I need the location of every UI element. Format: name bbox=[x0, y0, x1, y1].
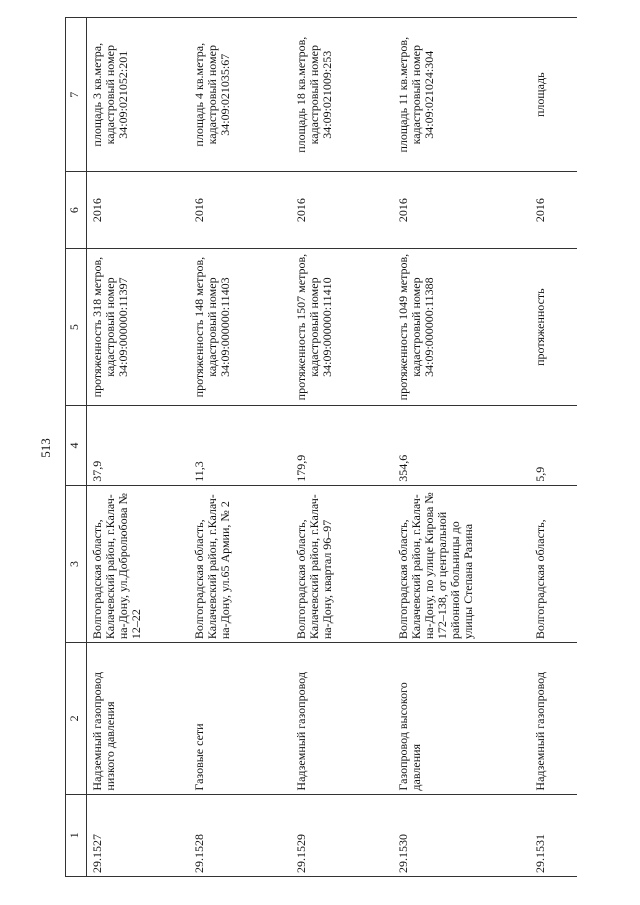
property-table bbox=[65, 17, 577, 877]
object-address: Волгоградская область, bbox=[530, 485, 577, 642]
row-number: 29.1530 bbox=[393, 794, 530, 876]
object-year: 2016 bbox=[393, 172, 530, 248]
column-header-1: 1 bbox=[66, 794, 87, 876]
object-value: 179,9 bbox=[291, 406, 393, 485]
row-number: 29.1529 bbox=[291, 794, 393, 876]
object-year: 2016 bbox=[530, 172, 577, 248]
table-row bbox=[87, 18, 190, 877]
object-address: Волгоградская область, Калачевский район, г.Калач-на-Дону, ул.Добролюбова № 12–22 bbox=[87, 485, 190, 642]
object-area: площадь bbox=[530, 18, 577, 172]
object-length: протяженность 148 метров, кадастровый номер 34:09:000000:11403 bbox=[189, 248, 291, 405]
object-area: площадь 18 кв.метров, кадастровый номер 34:09:021009:253 bbox=[291, 18, 393, 172]
object-area: площадь 11 кв.метров, кадастровый номер 34:09:021024:304 bbox=[393, 18, 530, 172]
object-area: площадь 4 кв.метра, кадастровый номер 34:09:021035:67 bbox=[189, 18, 291, 172]
object-name: Газовые сети bbox=[189, 643, 291, 794]
object-year: 2016 bbox=[87, 172, 190, 248]
table-row bbox=[530, 18, 577, 877]
table-row bbox=[189, 18, 291, 877]
table-row bbox=[291, 18, 393, 877]
object-name: Надземный газопровод bbox=[291, 643, 393, 794]
column-header-2: 2 bbox=[66, 643, 87, 794]
object-value: 354,6 bbox=[393, 406, 530, 485]
column-header-4: 4 bbox=[66, 406, 87, 485]
object-name: Надземный газопровод низкого давления bbox=[87, 643, 190, 794]
rotated-page-content bbox=[65, 17, 605, 877]
row-number: 29.1531 bbox=[530, 794, 577, 876]
object-address: Волгоградская область, Калачевский район, г.Калач-на-Дону, ул.65 Армии, № 2 bbox=[189, 485, 291, 642]
row-number: 29.1528 bbox=[189, 794, 291, 876]
object-year: 2016 bbox=[291, 172, 393, 248]
object-area: площадь 3 кв.метра, кадастровый номер 34:09:021052:201 bbox=[87, 18, 190, 172]
object-address: Волгоградская область, Калачевский район, г.Калач-на-Дону, по улице Кирова № 172–138, от центральной районной больницы до улицы Степана Разина bbox=[393, 485, 530, 642]
object-value: 5,9 bbox=[530, 406, 577, 485]
object-value: 37,9 bbox=[87, 406, 190, 485]
column-header-5: 5 bbox=[66, 248, 87, 405]
object-address: Волгоградская область, Калачевский район, г.Калач-на-Дону, квартал 96–97 bbox=[291, 485, 393, 642]
object-year: 2016 bbox=[189, 172, 291, 248]
object-value: 11,3 bbox=[189, 406, 291, 485]
column-header-7: 7 bbox=[66, 18, 87, 172]
row-number: 29.1527 bbox=[87, 794, 190, 876]
object-length: протяженность bbox=[530, 248, 577, 405]
object-name: Газопровод высокого давления bbox=[393, 643, 530, 794]
table-header-row bbox=[66, 18, 87, 877]
table-row bbox=[393, 18, 530, 877]
object-name: Надземный газопровод bbox=[530, 643, 577, 794]
column-header-6: 6 bbox=[66, 172, 87, 248]
column-header-3: 3 bbox=[66, 485, 87, 642]
page-number: 513 bbox=[38, 438, 53, 458]
object-length: протяженность 1507 метров, кадастровый номер 34:09:000000:11410 bbox=[291, 248, 393, 405]
object-length: протяженность 1049 метров, кадастровый номер 34:09:000000:11388 bbox=[393, 248, 530, 405]
object-length: протяженность 318 метров, кадастровый номер 34:09:000000:11397 bbox=[87, 248, 190, 405]
